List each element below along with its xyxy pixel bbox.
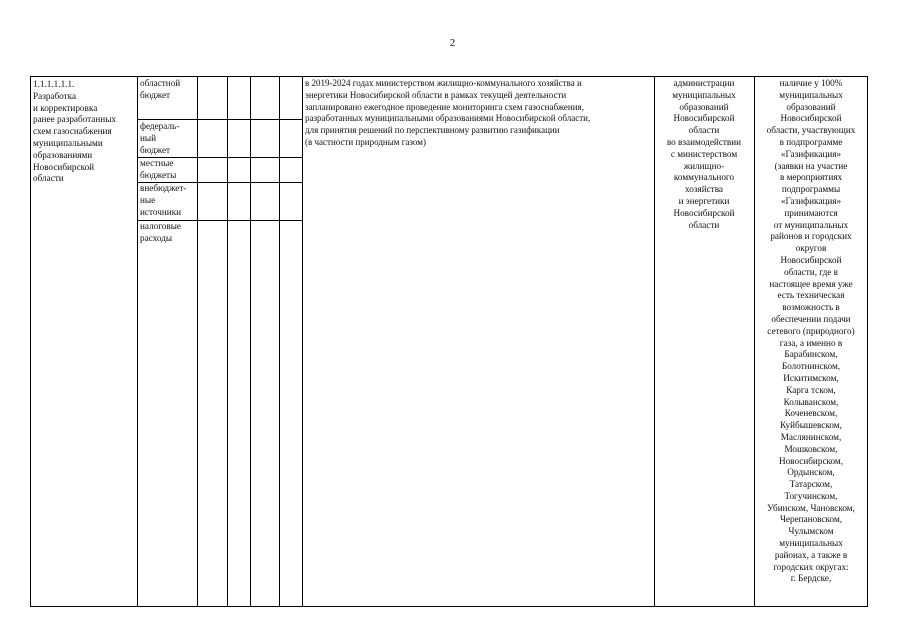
text-line: (в частности природным газом): [305, 136, 426, 147]
text-line: внебюджет-: [140, 183, 187, 193]
funding-source-local: [140, 158, 198, 182]
page-number: 2: [449, 37, 456, 49]
funding-source-tax: [140, 221, 198, 245]
text-line: Искитимском,: [783, 372, 839, 383]
text-line: областной: [140, 78, 181, 88]
text-line: Новосибирской: [673, 207, 735, 218]
text-line: 1.1.1.1.1.1.: [33, 79, 75, 89]
text-line: коммунального: [673, 172, 735, 183]
expected-result-cell: [754, 78, 868, 585]
text-line: области: [33, 173, 64, 184]
text-line: налоговые: [140, 221, 181, 231]
text-line: обеспечении подачи: [771, 313, 851, 324]
column-divider: [302, 77, 303, 606]
text-line: области, где в: [783, 266, 838, 277]
text-line: районах, а также в: [774, 549, 848, 560]
text-line: ный: [140, 132, 157, 143]
text-line: Убинском, Чановском,: [767, 502, 855, 513]
text-line: запланировано ежегодное проведение мониторинга схем газоснабжения,: [305, 101, 584, 112]
executors-cell: [655, 78, 753, 231]
text-line: бюджет: [140, 144, 171, 155]
text-line: есть техническая: [777, 290, 845, 301]
text-line: принимаются: [784, 207, 838, 218]
text-line: местные: [140, 158, 174, 168]
text-line: возможность в: [782, 302, 840, 313]
text-line: ранее разработанных: [33, 114, 116, 125]
text-line: разработанных муниципальными образованиями Новосибирской области,: [305, 113, 591, 124]
text-line: и корректировка: [33, 102, 98, 113]
text-line: Болотнинском,: [781, 361, 841, 372]
text-line: муниципальных: [779, 89, 843, 100]
text-line: ные: [140, 194, 156, 205]
text-line: муниципальными: [33, 137, 103, 148]
text-line: Татарском,: [789, 479, 833, 490]
text-line: районов и городских: [770, 231, 852, 242]
text-line: округов: [795, 243, 827, 254]
measures-table: [30, 76, 868, 607]
text-line: от муниципальных: [773, 219, 849, 230]
text-line: Коченевском,: [784, 408, 838, 419]
text-line: области: [688, 125, 720, 136]
text-line: Куйбышевском,: [780, 420, 842, 431]
text-line: образований: [679, 101, 729, 112]
text-line: Карга тском,: [786, 384, 836, 395]
text-line: муниципальных: [779, 538, 843, 549]
text-line: г. Бердске,: [790, 573, 832, 584]
text-line: администрации: [673, 78, 735, 88]
text-line: бюджет: [140, 89, 171, 100]
text-line: Новосибирской: [33, 161, 95, 172]
text-line: области, участвующих: [766, 125, 856, 136]
text-line: расходы: [140, 232, 173, 243]
text-line: во взаимодействии: [666, 136, 742, 147]
measure-name-cell: [33, 79, 135, 185]
text-line: (заявки на участие: [774, 160, 848, 171]
text-line: Тогучинском,: [784, 490, 838, 501]
text-line: схем газоснабжения: [33, 126, 112, 137]
row-divider: [137, 119, 302, 120]
funding-source-regional: [140, 78, 198, 102]
text-line: в мероприятиях: [779, 172, 843, 183]
text-line: городских округах:: [773, 561, 849, 572]
text-line: федераль-: [140, 121, 180, 131]
text-line: Колыванском,: [783, 396, 839, 407]
text-line: области: [688, 219, 720, 230]
text-line: образований: [786, 101, 836, 112]
text-line: сетевого (природного): [767, 325, 855, 336]
text-line: жилищно-: [683, 160, 725, 171]
text-line: «Газификация»: [780, 148, 842, 159]
text-line: Новосибирской: [673, 113, 735, 124]
text-line: Чулымском: [788, 526, 834, 537]
text-line: Новосибирской: [780, 113, 842, 124]
text-line: Ордынском,: [787, 467, 835, 478]
text-line: Черепановском,: [779, 514, 843, 525]
text-line: образованиями: [33, 149, 93, 160]
text-line: подпрограммы: [781, 184, 841, 195]
text-line: Новосибирском,: [778, 455, 844, 466]
text-line: энергетики Новосибирской области в рамках текущей деятельности: [305, 89, 567, 100]
text-line: в подпрограмме: [779, 136, 843, 147]
text-line: для принятия решений по перспективному развитию газификации: [305, 125, 560, 136]
text-line: с министерством: [670, 148, 738, 159]
text-line: бюджеты: [140, 169, 177, 180]
text-line: муниципальных: [672, 89, 736, 100]
text-line: настоящее время уже: [769, 278, 853, 289]
text-line: Мошковском,: [784, 443, 838, 454]
text-line: газа, а именно в: [779, 337, 843, 348]
text-line: и энергетики: [678, 195, 730, 206]
text-line: Разработка: [33, 90, 77, 101]
text-line: источники: [140, 206, 182, 217]
funding-source-federal: [140, 121, 198, 156]
measure-description-cell: [305, 78, 657, 149]
text-line: наличие у 100%: [779, 78, 843, 88]
text-line: в 2019-2024 годах министерством жилищно-коммунального хозяйства и: [305, 78, 582, 88]
text-line: Маслянинском,: [780, 431, 842, 442]
funding-source-extrabudgetary: [140, 183, 198, 218]
text-line: хозяйства: [685, 184, 723, 195]
text-line: Новосибирской: [780, 254, 842, 265]
text-line: Барабинском,: [784, 349, 838, 360]
text-line: «Газификация»: [780, 195, 842, 206]
